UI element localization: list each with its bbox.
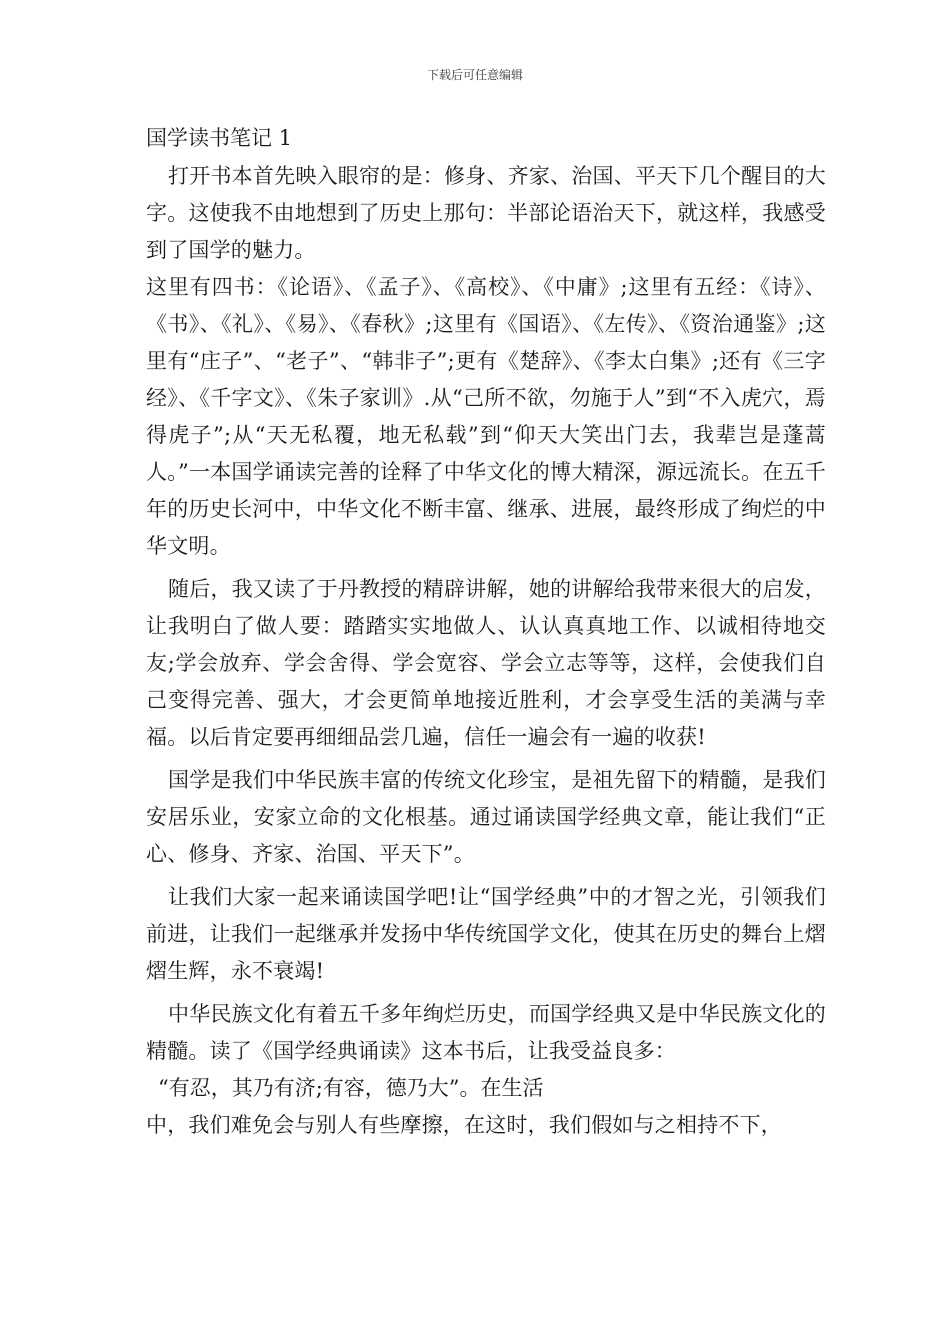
paragraph-2: 这里有四书：《论语》、《孟子》、《高校》、《中庸》;这里有五经：《诗》、《书》、《礼》、《易》、《春秋》;这里有《国语》、《左传》、《资治通鉴》;这里有“庄子”、“老子”、“韩非子”;更有《楚辞》、《李太白集》;还有《三字经》、《千字文》、《朱子家训》.从“己所不欲，勿施于人”到“不入虎穴，焉得虎子”;从“天无私覆，地无私载”到“仰天大笑出门去，我辈岂是蓬蒿人。”一本国学诵读完善的诠释了中华文化的博大精深，源远流长。在五千年的历史长河中，中华文化不断丰富、继承、进展，最终形成了绚烂的中华文明。 xyxy=(146,275,826,558)
paragraph-1: 打开书本首先映入眼帘的是：修身、齐家、治国、平天下几个醒目的大字。这使我不由地想到了历史上那句：半部论语治天下，就这样，我感受到了国学的魅力。 xyxy=(146,164,826,262)
header-note: 下载后可任意编辑 xyxy=(426,68,523,82)
quote-line: “有忍，其乃有济;有容，德乃大”。在生活 xyxy=(158,1076,544,1100)
paragraph-6: 中华民族文化有着五千多年绚烂历史，而国学经典又是中华民族文化的精髓。读了《国学经典诵读》这本书后，让我受益良多： xyxy=(146,1002,826,1063)
paragraph-4: 国学是我们中华民族丰富的传统文化珍宝，是祖先留下的精髓，是我们安居乐业，安家立命的文化根基。通过诵读国学经典文章，能让我们“正心、修身、齐家、治国、平天下”。 xyxy=(146,768,826,866)
paragraph-3: 随后，我又读了于丹教授的精辟讲解，她的讲解给我带来很大的启发，让我明白了做人要：踏踏实实地做人、认认真真地工作、以诚相待地交友;学会放弃、学会舍得、学会宽容、学会立志等等，这样，会使我们自己变得完善、强大，才会更简单地接近胜利，才会享受生活的美满与幸福。以后肯定要再细细品尝几遍，信任一遍会有一遍的收获! xyxy=(146,577,826,749)
paragraph-8: 中，我们难免会与别人有些摩擦，在这时，我们假如与之相持不下， xyxy=(146,1113,782,1137)
document-title: 国学读书笔记 1 xyxy=(146,126,293,150)
paragraph-5: 让我们大家一起来诵读国学吧!让“国学经典”中的才智之光，引领我们前进，让我们一起继承并发扬中华传统国学文化，使其在历史的舞台上熠熠生辉，永不衰竭! xyxy=(146,885,826,983)
document-body xyxy=(146,120,826,1144)
